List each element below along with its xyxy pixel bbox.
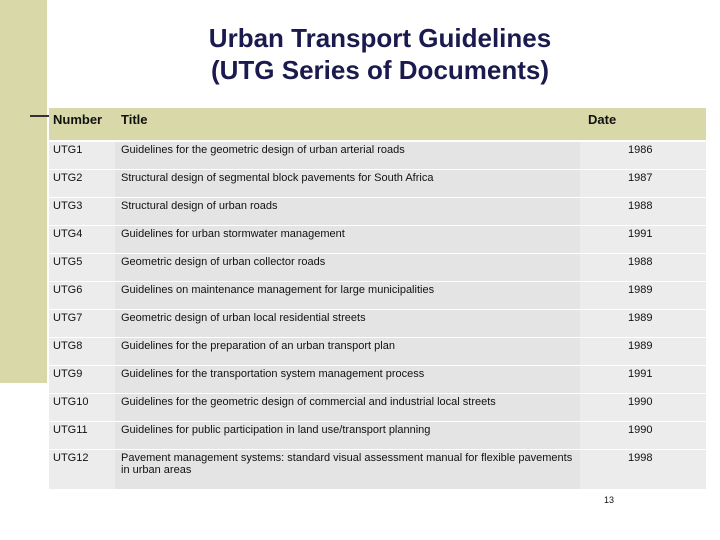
row-title: Guidelines for the preparation of an urban transport plan: [115, 338, 580, 366]
row-title: Guidelines for urban stormwater management: [115, 226, 580, 254]
row-number: UTG1: [49, 142, 115, 170]
page-number: 13: [604, 495, 615, 505]
row-title: Geometric design of urban local residential streets: [115, 310, 580, 338]
row-title: Structural design of segmental block pavements for South Africa: [115, 170, 580, 198]
header-number: Number: [49, 108, 115, 142]
row-title: Guidelines for the transportation system management process: [115, 366, 580, 394]
table-row: [49, 394, 706, 422]
row-number: UTG11: [49, 422, 115, 450]
row-title: Guidelines for public participation in land use/transport planning: [115, 422, 580, 450]
table-row: [49, 226, 706, 254]
row-date: 1989: [580, 310, 706, 338]
row-date: 1988: [580, 254, 706, 282]
row-number: UTG7: [49, 310, 115, 338]
left-accent-bar: [0, 0, 47, 383]
table-row: [49, 422, 706, 450]
row-number: UTG8: [49, 338, 115, 366]
row-title: Guidelines on maintenance management for large municipalities: [115, 282, 580, 310]
row-title: Guidelines for the geometric design of urban arterial roads: [115, 142, 580, 170]
slide-title: [100, 22, 660, 86]
guidelines-table: [49, 108, 706, 490]
header-title: Title: [115, 108, 580, 142]
row-date: 1987: [580, 170, 706, 198]
table-header-row: [49, 108, 706, 142]
row-date: 1990: [580, 422, 706, 450]
row-date: 1986: [580, 142, 706, 170]
row-number: UTG2: [49, 170, 115, 198]
slide-title-line-2: (UTG Series of Documents): [210, 55, 550, 85]
table-row: [49, 254, 706, 282]
row-date: 1991: [580, 226, 706, 254]
table-row: [49, 198, 706, 226]
table-row: [49, 366, 706, 394]
row-number: UTG3: [49, 198, 115, 226]
table-row: [49, 282, 706, 310]
table-row: [49, 142, 706, 170]
slide-title-line-1: Urban Transport Guidelines: [208, 23, 552, 53]
row-number: UTG10: [49, 394, 115, 422]
row-number: UTG4: [49, 226, 115, 254]
row-number: UTG5: [49, 254, 115, 282]
row-date: 1998: [580, 450, 706, 490]
header-date: Date: [580, 108, 706, 142]
row-title: Guidelines for the geometric design of commercial and industrial local streets: [115, 394, 580, 422]
row-date: 1988: [580, 198, 706, 226]
row-title: Geometric design of urban collector roads: [115, 254, 580, 282]
row-date: 1991: [580, 366, 706, 394]
table-row: [49, 338, 706, 366]
row-number: UTG6: [49, 282, 115, 310]
row-number: UTG9: [49, 366, 115, 394]
table-row: [49, 450, 706, 490]
table-row: [49, 310, 706, 338]
row-date: 1989: [580, 282, 706, 310]
row-date: 1989: [580, 338, 706, 366]
row-title: Pavement management systems: standard visual assessment manual for flexible pavements in urban areas: [115, 450, 580, 490]
row-date: 1990: [580, 394, 706, 422]
table-row: [49, 170, 706, 198]
row-title: Structural design of urban roads: [115, 198, 580, 226]
row-number: UTG12: [49, 450, 115, 490]
